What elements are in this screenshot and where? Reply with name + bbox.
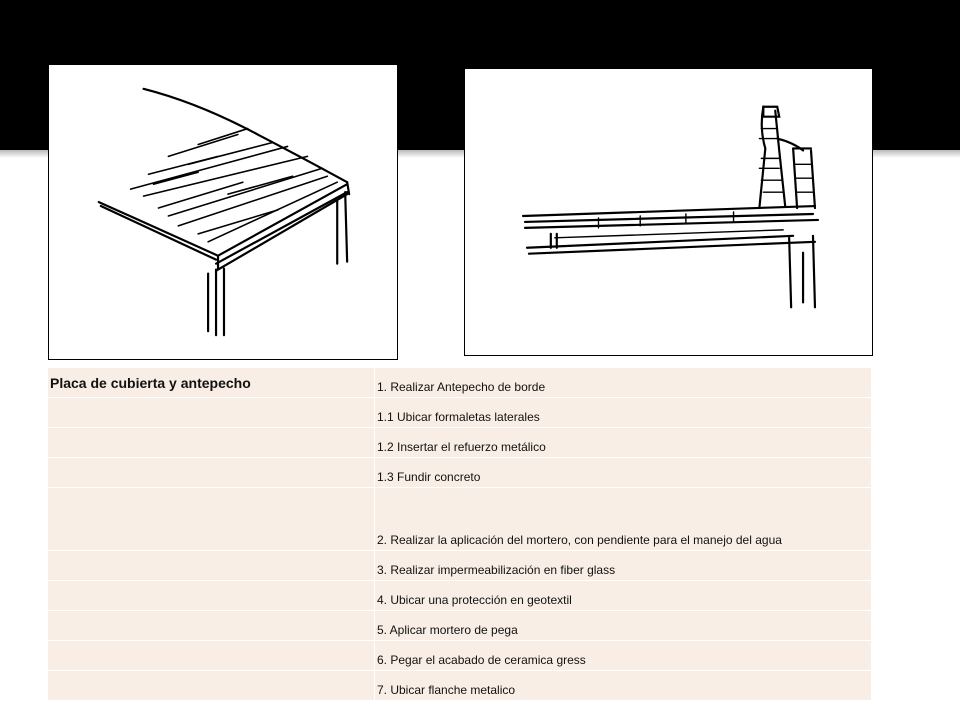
parapet-section-drawing [465, 69, 872, 355]
table-row [48, 368, 872, 398]
empty-cell [48, 671, 375, 701]
empty-cell [48, 398, 375, 428]
table-row [48, 581, 872, 611]
empty-cell [48, 458, 375, 488]
table-row [48, 551, 872, 581]
step-cell: 1.2 Insertar el refuerzo metálico [375, 428, 872, 458]
table-row [48, 458, 872, 488]
table-row [48, 488, 872, 551]
table-row [48, 398, 872, 428]
empty-cell [48, 488, 375, 551]
empty-cell [48, 551, 375, 581]
empty-cell [48, 581, 375, 611]
step-cell: 6. Pegar el acabado de ceramica gress [375, 641, 872, 671]
table-row [48, 671, 872, 701]
table-title-cell: Placa de cubierta y antepecho [48, 368, 375, 398]
sketch-parapet-section [464, 68, 873, 356]
step-cell: 1. Realizar Antepecho de borde [375, 368, 872, 398]
step-cell: 4. Ubicar una protección en geotextil [375, 581, 872, 611]
roof-slab-drawing [49, 65, 397, 359]
table-row [48, 428, 872, 458]
empty-cell [48, 611, 375, 641]
empty-cell [48, 641, 375, 671]
step-cell: 1.3 Fundir concreto [375, 458, 872, 488]
step-cell: 1.1 Ubicar formaletas laterales [375, 398, 872, 428]
step-cell: 5. Aplicar mortero de pega [375, 611, 872, 641]
step-cell: 7. Ubicar flanche metalico [375, 671, 872, 701]
table-row [48, 611, 872, 641]
step-cell: 2. Realizar la aplicación del mortero, con pendiente para el manejo del agua [375, 488, 872, 551]
empty-cell [48, 428, 375, 458]
step-cell: 3. Realizar impermeabilización en fiber glass [375, 551, 872, 581]
sketch-roof-slab-perspective [48, 64, 398, 360]
steps-table [48, 368, 872, 701]
table-row [48, 641, 872, 671]
